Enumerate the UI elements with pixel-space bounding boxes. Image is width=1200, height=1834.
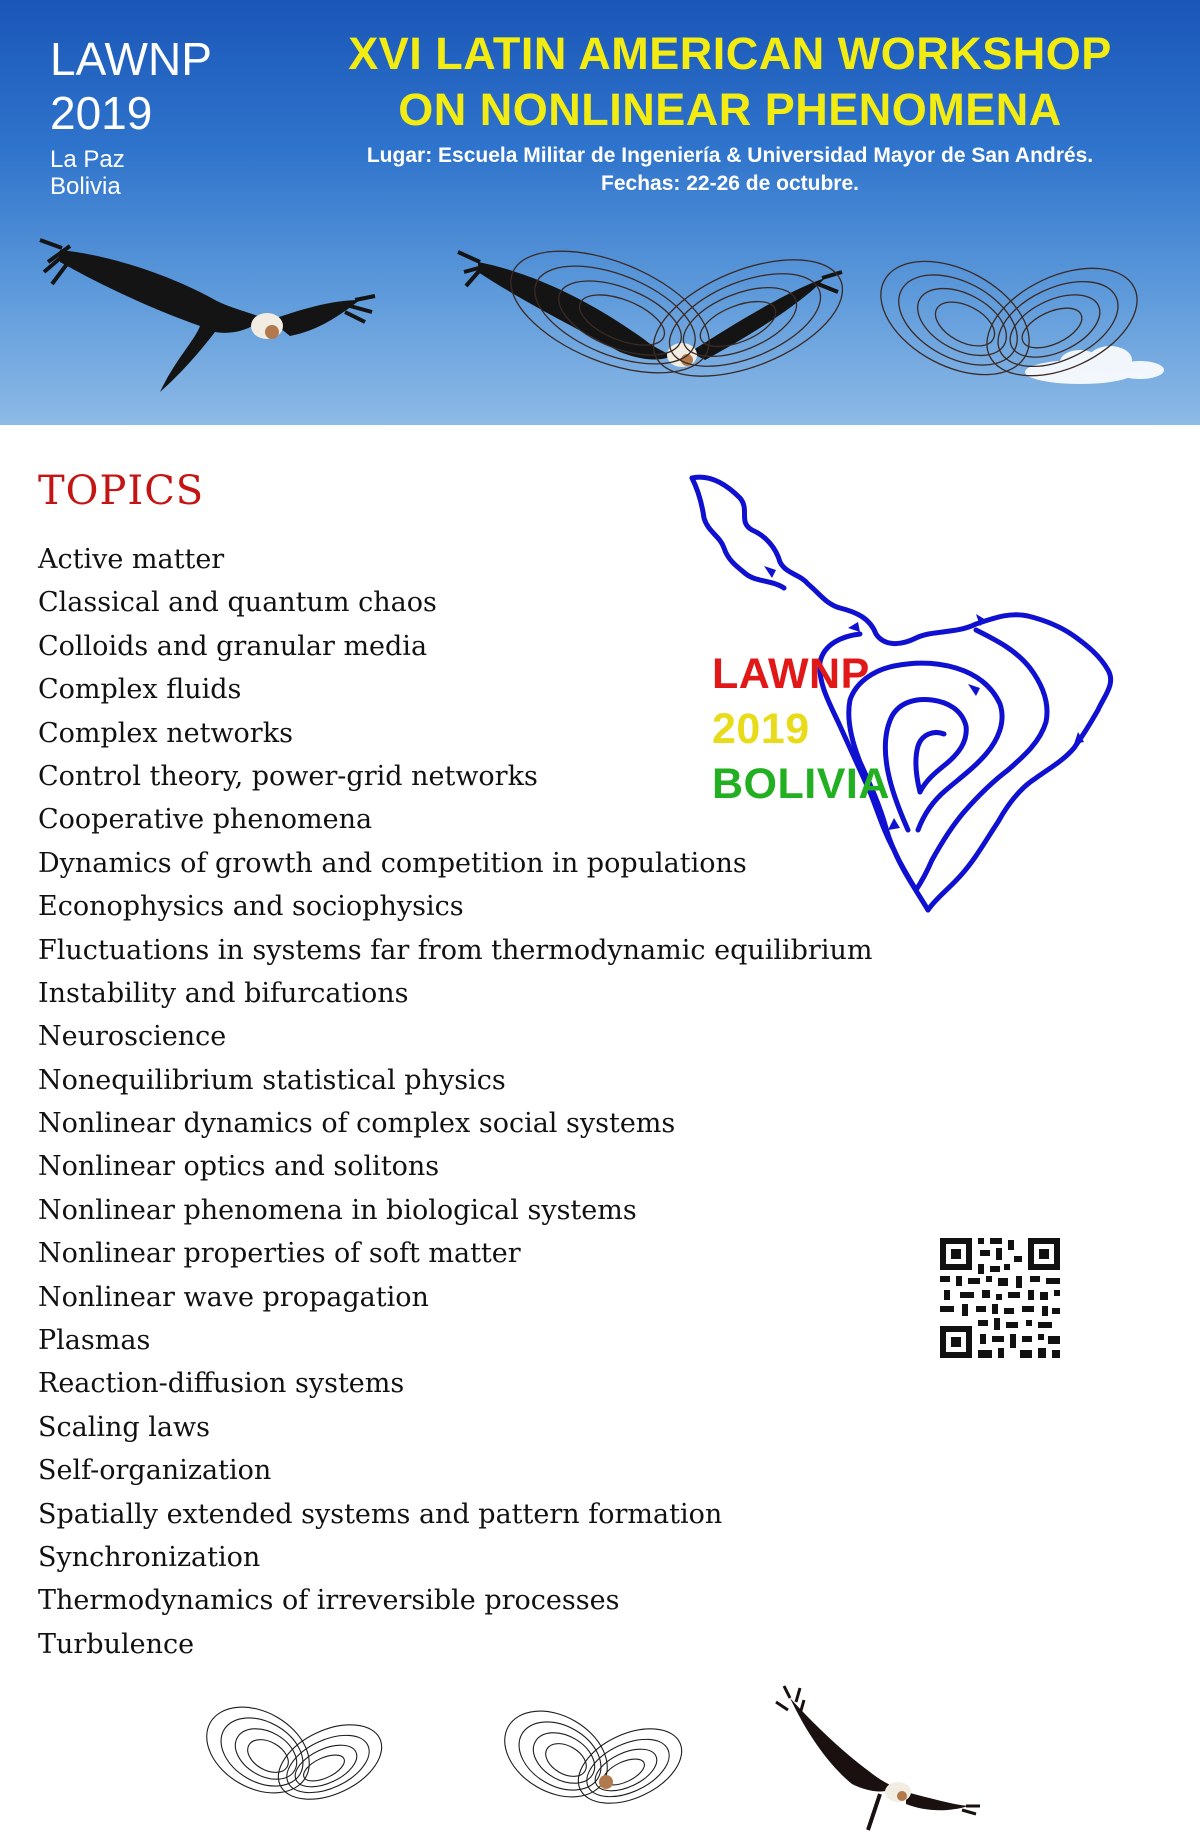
topic-item: Classical and quantum chaos: [38, 587, 437, 619]
topic-item: Self-organization: [38, 1455, 272, 1487]
headline-line1: XVI LATIN AMERICAN WORKSHOP: [348, 28, 1112, 79]
topic-item: Instability and bifurcations: [38, 977, 409, 1009]
topic-item: Nonlinear wave propagation: [38, 1281, 429, 1313]
footer-illustration: [0, 1680, 1200, 1834]
topic-item: Spatially extended systems and pattern formation: [38, 1498, 723, 1530]
topic-item: Colloids and granular media: [38, 630, 428, 662]
map-label-name: LAWNP: [712, 650, 870, 698]
topic-item: Nonlinear phenomena in biological systems: [38, 1194, 637, 1226]
topic-item: Dynamics of growth and competition in populations: [38, 847, 747, 879]
topic-item: Fluctuations in systems far from thermodynamic equilibrium: [38, 934, 873, 966]
topic-item: Neuroscience: [38, 1021, 227, 1053]
lorenz-attractor-icon: [489, 1694, 693, 1819]
brand-country: Bolivia: [50, 173, 121, 200]
brand-city: La Paz: [50, 146, 125, 173]
qr-code-icon[interactable]: [938, 1236, 1062, 1360]
map-label-country: BOLIVIA: [712, 760, 890, 808]
topic-item: Nonlinear dynamics of complex social systems: [38, 1108, 676, 1140]
topic-item: Thermodynamics of irreversible processes: [38, 1585, 620, 1617]
condor-icon: [776, 1686, 980, 1830]
topic-item: Reaction-diffusion systems: [38, 1368, 405, 1400]
topic-item: Active matter: [38, 544, 225, 575]
topic-item: Complex networks: [38, 717, 293, 749]
banner-illustration: [0, 0, 1200, 425]
dates-text: Fechas: 22-26 de octubre.: [601, 172, 859, 195]
venue-text: Lugar: Escuela Militar de Ingeniería & Universidad Mayor de San Andrés.: [366, 144, 1094, 167]
topic-item: Turbulence: [38, 1628, 195, 1660]
topic-item: Complex fluids: [38, 674, 242, 706]
topic-item: Scaling laws: [38, 1411, 210, 1443]
header-banner: [0, 0, 1200, 425]
topic-item: Plasmas: [38, 1325, 151, 1357]
brand-name: LAWNP: [50, 33, 212, 85]
topic-item: Nonlinear optics and solitons: [38, 1151, 440, 1183]
lorenz-attractor-icon: [191, 1690, 393, 1815]
map-label-year: 2019: [712, 705, 810, 753]
headline-line2: ON NONLINEAR PHENOMENA: [398, 84, 1062, 135]
condor-icon: [458, 252, 842, 367]
topic-item: Econophysics and sociophysics: [38, 891, 464, 923]
topics-title: TOPICS: [38, 468, 205, 514]
topic-item: Synchronization: [38, 1541, 261, 1573]
brand-year: 2019: [50, 87, 153, 139]
topic-item: Control theory, power-grid networks: [38, 760, 538, 792]
topic-item: Nonequilibrium statistical physics: [38, 1064, 506, 1096]
topic-item: Nonlinear properties of soft matter: [38, 1238, 521, 1270]
topic-item: Cooperative phenomena: [38, 804, 373, 836]
condor-icon: [40, 240, 375, 392]
